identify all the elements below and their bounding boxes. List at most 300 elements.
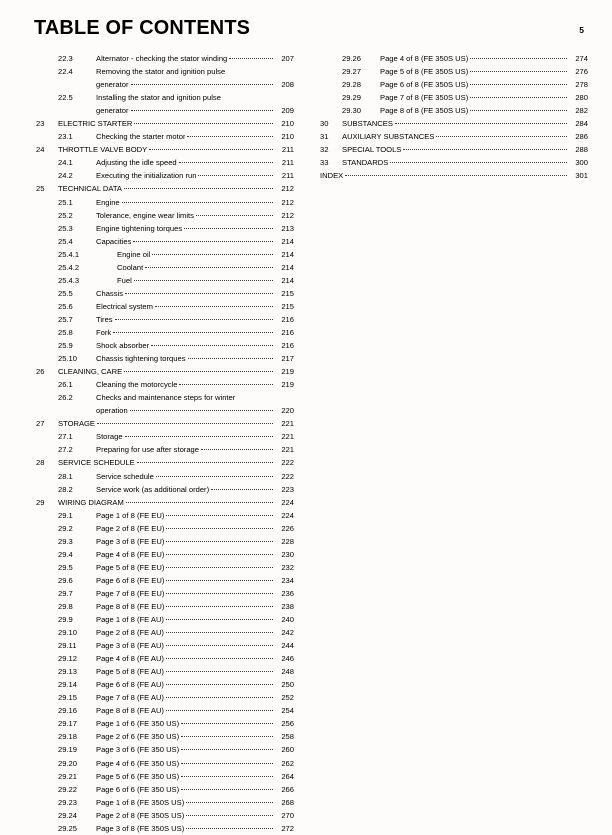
toc-entry-number: 25.4.3 — [58, 275, 80, 285]
toc-entry-page: 211 — [281, 158, 294, 168]
toc-entry-body — [96, 796, 294, 809]
toc-entry-number: 26.2 — [58, 393, 73, 403]
toc-entry[interactable] — [36, 143, 294, 156]
toc-entry-title: Page 1 of 8 (FE AU) — [96, 615, 164, 625]
toc-entry-number: 29.18 — [58, 732, 78, 742]
dot-leader — [166, 600, 273, 609]
toc-entry-body — [96, 313, 294, 326]
dot-leader — [113, 326, 273, 335]
toc-entry-page: 288 — [575, 145, 588, 155]
toc-entry-title: Page 5 of 8 (FE AU) — [96, 667, 164, 677]
toc-entry-body — [96, 522, 294, 535]
toc-entry[interactable] — [36, 156, 294, 169]
toc-entry-body — [96, 261, 294, 274]
toc-entry[interactable] — [320, 65, 588, 78]
toc-entry-body — [342, 156, 588, 169]
toc-entry-body — [320, 169, 588, 182]
toc-entry-title: TECHNICAL DATA — [58, 184, 122, 194]
toc-entry-number: 22.4 — [58, 67, 73, 77]
dot-leader — [156, 470, 273, 479]
toc-entry-body — [96, 783, 294, 796]
toc-entry-body — [96, 235, 294, 248]
dot-leader — [186, 796, 273, 805]
toc-entry-body — [96, 443, 294, 456]
toc-entry[interactable] — [320, 169, 588, 182]
toc-entry-page: 216 — [281, 314, 294, 324]
toc-entry-body — [96, 574, 294, 587]
toc-entry[interactable] — [36, 65, 294, 91]
toc-entry-title: Alternator - checking the stator winding — [96, 54, 228, 63]
toc-entry-body — [96, 156, 294, 169]
toc-entry[interactable] — [36, 222, 294, 235]
toc-entry-body — [58, 117, 294, 130]
toc-entry-body — [96, 274, 294, 287]
toc-entry-title: AUXILIARY SUBSTANCES — [342, 132, 435, 142]
toc-entry-number: 29.28 — [342, 80, 362, 90]
dot-leader — [134, 274, 273, 283]
toc-entry[interactable] — [36, 417, 294, 430]
toc-entry-body — [96, 222, 294, 235]
toc-entry-title: Adjusting the idle speed — [96, 158, 177, 168]
toc-entry-page: 216 — [281, 341, 294, 351]
toc-entry-body — [380, 91, 588, 104]
toc-entry[interactable] — [36, 287, 294, 300]
dot-leader — [131, 78, 273, 87]
dot-leader — [166, 639, 273, 648]
toc-entry-page: 272 — [281, 823, 294, 833]
toc-entry-number: 27 — [36, 419, 45, 429]
toc-entry-page: 212 — [281, 184, 294, 194]
toc-entry-body — [96, 430, 294, 443]
toc-entry-body — [342, 130, 588, 143]
toc-entry-page: 224 — [281, 510, 294, 520]
toc-entry-title: Capacities — [96, 236, 132, 246]
toc-entry-title: Chassis — [96, 288, 124, 298]
toc-entry-number: 33 — [320, 158, 329, 168]
toc-entry-number: 26.1 — [58, 380, 73, 390]
toc-entry-number: 29.14 — [58, 680, 78, 690]
dot-leader — [125, 430, 273, 439]
page-header — [34, 18, 584, 48]
toc-entry-body — [96, 535, 294, 548]
toc-entry-body — [380, 78, 588, 91]
toc-entry-page: 214 — [281, 262, 294, 272]
toc-entry[interactable] — [36, 509, 294, 522]
dot-leader — [179, 156, 273, 165]
toc-entry-body — [96, 548, 294, 561]
toc-entry[interactable] — [36, 730, 294, 743]
toc-entry-title: INDEX — [320, 171, 344, 181]
toc-entry[interactable] — [36, 691, 294, 704]
toc-entry[interactable] — [36, 443, 294, 456]
toc-entry-page: 258 — [281, 732, 294, 742]
toc-entry-body — [58, 496, 294, 509]
toc-entry[interactable] — [36, 535, 294, 548]
toc-entry-number: 25.8 — [58, 327, 73, 337]
toc-entry-page: 221 — [281, 419, 294, 429]
toc-entry[interactable] — [320, 91, 588, 104]
toc-entry-number: 22.3 — [58, 54, 73, 63]
dot-leader — [181, 730, 273, 739]
toc-entry[interactable] — [36, 169, 294, 182]
toc-entry-number: 29.4 — [58, 549, 73, 559]
toc-entry[interactable] — [36, 483, 294, 496]
toc-entry-title: Page 7 of 8 (FE 350S US) — [380, 93, 469, 103]
toc-entry-number: 25.4.1 — [58, 249, 80, 259]
toc-entry-number: 29.5 — [58, 562, 73, 572]
toc-entry-body — [96, 639, 294, 652]
toc-entry-number: 29.13 — [58, 667, 78, 677]
dot-leader — [181, 783, 273, 792]
toc-entry-number: 29.26 — [342, 54, 362, 63]
toc-entry-title: Fuel — [117, 275, 132, 285]
dot-leader — [166, 535, 273, 544]
toc-entry-body — [96, 65, 294, 91]
toc-entry-page: 264 — [281, 771, 294, 781]
toc-entry-title: Service schedule — [96, 471, 154, 481]
toc-entry-body — [96, 91, 294, 117]
toc-entry[interactable] — [36, 430, 294, 443]
toc-entry-page: 254 — [281, 706, 294, 716]
toc-entry-number: 29.22 — [58, 784, 78, 794]
dot-leader — [181, 717, 273, 726]
toc-entry-title: CLEANING, CARE — [58, 367, 123, 377]
toc-entry-body — [96, 717, 294, 730]
toc-entry-title: Page 4 of 8 (FE 350S US) — [380, 54, 469, 63]
toc-entry-page: 214 — [281, 249, 294, 259]
toc-entry-number: 28 — [36, 458, 45, 468]
toc-entry[interactable] — [36, 704, 294, 717]
toc-entry[interactable] — [320, 130, 588, 143]
toc-entry-title: Tires — [96, 314, 113, 324]
toc-entry-page: 215 — [281, 288, 294, 298]
dot-leader — [181, 770, 273, 779]
toc-entry-body — [96, 287, 294, 300]
toc-entry-number: 29.25 — [58, 823, 78, 833]
dot-leader — [155, 300, 273, 309]
toc-entry-title: Page 5 of 8 (FE 350S US) — [380, 67, 469, 77]
toc-entry-number: 29.30 — [342, 106, 362, 116]
toc-columns — [0, 52, 612, 835]
dot-leader — [152, 248, 273, 257]
toc-entry-page: 217 — [281, 354, 294, 364]
toc-entry[interactable] — [36, 757, 294, 770]
toc-entry[interactable] — [36, 378, 294, 391]
toc-entry-page: 256 — [281, 719, 294, 729]
toc-entry[interactable] — [36, 600, 294, 613]
toc-entry-number: 27.2 — [58, 445, 73, 455]
toc-entry-page: 262 — [281, 758, 294, 768]
toc-entry-body — [96, 704, 294, 717]
toc-entry-body — [96, 470, 294, 483]
toc-entry-title: STANDARDS — [342, 158, 389, 168]
toc-entry-number: 31 — [320, 132, 329, 142]
toc-entry[interactable] — [36, 456, 294, 469]
toc-entry-title: Page 4 of 8 (FE EU) — [96, 549, 165, 559]
toc-entry[interactable] — [36, 470, 294, 483]
toc-entry-page: 208 — [281, 80, 294, 90]
toc-entry-body — [380, 65, 588, 78]
toc-entry-title: Page 7 of 8 (FE EU) — [96, 588, 165, 598]
toc-entry-number: 29.23 — [58, 797, 78, 807]
toc-entry-number: 29.15 — [58, 693, 78, 703]
toc-entry-title: Page 3 of 8 (FE AU) — [96, 641, 164, 651]
dot-leader — [188, 352, 274, 361]
toc-entry-page: 230 — [281, 549, 294, 559]
toc-entry-title: Page 2 of 8 (FE 350S US) — [96, 810, 185, 820]
dot-leader — [115, 313, 273, 322]
toc-entry-page: 266 — [281, 784, 294, 794]
toc-entry-title: STORAGE — [58, 419, 95, 429]
toc-entry[interactable] — [36, 235, 294, 248]
toc-entry-page: 278 — [575, 80, 588, 90]
toc-entry[interactable] — [36, 613, 294, 626]
toc-entry-page: 238 — [281, 601, 294, 611]
toc-entry-page: 221 — [281, 432, 294, 442]
toc-entry-title: Coolant — [117, 262, 144, 272]
toc-entry-body — [58, 143, 294, 156]
toc-entry-page: 248 — [281, 667, 294, 677]
toc-entry-title: Checks and maintenance steps for winter — [96, 393, 236, 403]
toc-entry[interactable] — [36, 326, 294, 339]
toc-entry-number: 25.5 — [58, 288, 73, 298]
toc-entry-title: SERVICE SCHEDULE — [58, 458, 135, 468]
toc-entry-number: 25.7 — [58, 314, 73, 324]
dot-leader — [186, 809, 273, 818]
toc-entry[interactable] — [36, 182, 294, 195]
toc-entry-page: 286 — [575, 132, 588, 142]
dot-leader — [125, 287, 273, 296]
toc-entry[interactable] — [36, 339, 294, 352]
dot-leader — [184, 222, 273, 231]
toc-entry-body — [96, 209, 294, 222]
toc-entry[interactable] — [36, 130, 294, 143]
toc-entry-page: 236 — [281, 588, 294, 598]
dot-leader — [179, 378, 273, 387]
toc-entry[interactable] — [36, 548, 294, 561]
toc-entry-page: 212 — [281, 197, 294, 207]
toc-entry-title: Page 2 of 6 (FE 350 US) — [96, 732, 180, 742]
toc-entry-body — [96, 326, 294, 339]
toc-entry-body — [96, 743, 294, 756]
toc-entry-number: 28.2 — [58, 484, 73, 494]
page-title: TABLE OF CONTENTS — [34, 16, 251, 39]
toc-entry[interactable] — [36, 196, 294, 209]
toc-entry[interactable] — [36, 313, 294, 326]
toc-entry[interactable] — [36, 300, 294, 313]
toc-entry-body — [96, 196, 294, 209]
toc-entry[interactable] — [36, 639, 294, 652]
toc-entry-page: 260 — [281, 745, 294, 755]
toc-entry-title: SUBSTANCES — [342, 119, 393, 129]
toc-entry[interactable] — [36, 561, 294, 574]
toc-entry-body — [96, 600, 294, 613]
toc-entry[interactable] — [36, 809, 294, 822]
toc-entry-number: 25.2 — [58, 210, 73, 220]
dot-leader — [166, 652, 273, 661]
toc-entry-title: Page 1 of 8 (FE 350S US) — [96, 797, 185, 807]
toc-entry[interactable] — [36, 717, 294, 730]
toc-entry-page: 212 — [281, 210, 294, 220]
toc-entry-body — [96, 822, 294, 835]
toc-entry[interactable] — [36, 678, 294, 691]
toc-entry-body — [96, 613, 294, 626]
dot-leader — [196, 209, 273, 218]
toc-entry[interactable] — [320, 52, 588, 65]
toc-entry-title: Engine — [96, 197, 120, 207]
toc-entry-title: ELECTRIC STARTER — [58, 119, 133, 129]
toc-entry-page: 214 — [281, 236, 294, 246]
toc-entry[interactable] — [36, 352, 294, 365]
toc-entry[interactable] — [36, 574, 294, 587]
dot-leader — [198, 169, 273, 178]
dot-leader — [211, 483, 273, 492]
toc-entry[interactable] — [36, 365, 294, 378]
toc-entry-number: 29.17 — [58, 719, 78, 729]
toc-entry-body — [58, 182, 294, 195]
dot-leader — [395, 117, 567, 126]
toc-entry-page: 216 — [281, 327, 294, 337]
dot-leader — [166, 678, 273, 687]
toc-entry[interactable] — [36, 261, 294, 274]
dot-leader — [345, 169, 567, 178]
dot-leader — [229, 52, 273, 61]
toc-entry[interactable] — [36, 587, 294, 600]
toc-entry-number: 24.2 — [58, 171, 73, 181]
toc-entry-page: 209 — [281, 106, 294, 116]
toc-entry-page: 219 — [281, 380, 294, 390]
toc-entry-title-continued: generator — [96, 106, 129, 116]
toc-entry[interactable] — [36, 391, 294, 417]
dot-leader — [166, 613, 273, 622]
toc-entry-title: Page 2 of 8 (FE AU) — [96, 628, 164, 638]
toc-entry-page: 222 — [281, 471, 294, 481]
dot-leader — [470, 52, 567, 61]
toc-entry-page: 301 — [575, 171, 588, 181]
toc-entry-page: 274 — [575, 54, 588, 63]
toc-entry-number: 29.11 — [58, 641, 77, 651]
toc-entry-number: 25.3 — [58, 223, 73, 233]
toc-entry-body — [96, 352, 294, 365]
toc-entry-body — [96, 757, 294, 770]
toc-entry-page: 223 — [281, 484, 294, 494]
toc-entry[interactable] — [36, 52, 294, 65]
toc-entry[interactable] — [36, 796, 294, 809]
toc-entry[interactable] — [36, 652, 294, 665]
toc-entry-body — [96, 130, 294, 143]
toc-entry-number: 29.16 — [58, 706, 78, 716]
toc-entry-number: 29.20 — [58, 758, 78, 768]
toc-entry[interactable] — [36, 770, 294, 783]
toc-entry-number: 25.6 — [58, 301, 73, 311]
toc-entry-title: Page 3 of 8 (FE 350S US) — [96, 823, 185, 833]
toc-entry-page: 232 — [281, 562, 294, 572]
dot-leader — [131, 104, 273, 113]
toc-entry-body — [96, 587, 294, 600]
toc-entry-body — [96, 730, 294, 743]
toc-entry-body — [342, 117, 588, 130]
toc-entry-number: 29.2 — [58, 523, 73, 533]
toc-entry-body — [96, 626, 294, 639]
toc-entry-title: Page 2 of 8 (FE EU) — [96, 523, 165, 533]
toc-entry-page: 222 — [281, 458, 294, 468]
toc-entry-title: Executing the initialization run — [96, 171, 197, 181]
dot-leader — [166, 574, 273, 583]
dot-leader — [166, 587, 273, 596]
dot-leader — [201, 443, 273, 452]
toc-entry-title-continued: operation — [96, 406, 128, 416]
toc-entry[interactable] — [320, 104, 588, 117]
toc-entry-title: Service work (as additional order) — [96, 484, 210, 494]
toc-entry[interactable] — [36, 822, 294, 835]
toc-entry-body — [96, 691, 294, 704]
toc-entry-number: 26 — [36, 367, 45, 377]
toc-entry-page: 250 — [281, 680, 294, 690]
toc-entry-title: Page 1 of 8 (FE EU) — [96, 510, 165, 520]
toc-entry[interactable] — [36, 248, 294, 261]
toc-entry-page: 211 — [281, 145, 294, 155]
toc-entry-page: 226 — [281, 523, 294, 533]
toc-entry-body — [58, 417, 294, 430]
toc-entry-number: 23.1 — [58, 132, 73, 142]
toc-entry-body — [96, 809, 294, 822]
toc-entry-title: Page 6 of 6 (FE 350 US) — [96, 784, 180, 794]
dot-leader — [124, 365, 273, 374]
toc-entry[interactable] — [36, 91, 294, 117]
toc-entry-body — [58, 456, 294, 469]
toc-entry[interactable] — [320, 78, 588, 91]
toc-entry[interactable] — [36, 743, 294, 756]
toc-entry[interactable] — [36, 274, 294, 287]
toc-entry-page: 252 — [281, 693, 294, 703]
dot-leader — [130, 404, 273, 413]
toc-entry-number: 24.1 — [58, 158, 73, 168]
dot-leader — [166, 691, 273, 700]
toc-entry[interactable] — [320, 143, 588, 156]
toc-entry-page: 207 — [281, 54, 294, 63]
toc-entry-title: Page 6 of 8 (FE 350S US) — [380, 80, 469, 90]
toc-entry-title: Page 5 of 6 (FE 350 US) — [96, 771, 180, 781]
toc-entry-page: 268 — [281, 797, 294, 807]
toc-entry[interactable] — [36, 117, 294, 130]
toc-entry-title: Chassis tightening torques — [96, 354, 186, 364]
toc-entry[interactable] — [36, 496, 294, 509]
toc-entry[interactable] — [320, 117, 588, 130]
toc-entry-title: Installing the stator and ignition pulse — [96, 93, 221, 103]
toc-entry-number: 25.10 — [58, 354, 78, 364]
toc-entry-title: Checking the starter motor — [96, 132, 186, 142]
toc-entry[interactable] — [36, 522, 294, 535]
toc-entry[interactable] — [36, 209, 294, 222]
toc-entry-body — [342, 143, 588, 156]
toc-entry-number: 32 — [320, 145, 329, 155]
toc-entry-title: Page 8 of 8 (FE 350S US) — [380, 106, 469, 116]
toc-entry-page: 213 — [281, 223, 294, 233]
toc-entry-body — [96, 652, 294, 665]
toc-entry[interactable] — [320, 156, 588, 169]
toc-entry-page: 300 — [575, 158, 588, 168]
toc-entry-number: 29 — [36, 497, 45, 507]
toc-entry[interactable] — [36, 783, 294, 796]
toc-entry-body — [380, 104, 588, 117]
dot-leader — [187, 130, 273, 139]
toc-entry-page: 282 — [575, 106, 588, 116]
dot-leader — [470, 104, 567, 113]
toc-entry[interactable] — [36, 626, 294, 639]
toc-entry[interactable] — [36, 665, 294, 678]
toc-entry-number: 29.6 — [58, 575, 73, 585]
toc-entry-page: 219 — [281, 367, 294, 377]
